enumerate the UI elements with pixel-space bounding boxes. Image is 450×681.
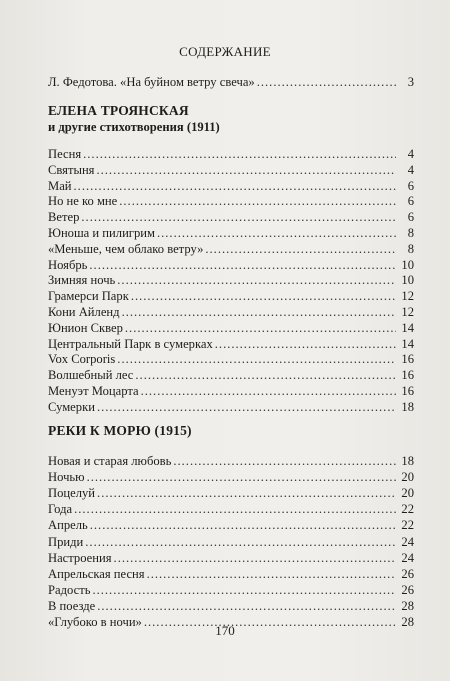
leader-dots [135, 368, 396, 383]
entry-title: В поезде [48, 598, 96, 613]
entry-page: 10 [401, 257, 414, 272]
toc-entry [48, 486, 414, 501]
toc-entry [48, 289, 414, 304]
entry-page: 18 [401, 454, 414, 468]
entry-page: 6 [407, 210, 414, 225]
entry-title: Святыня [48, 162, 95, 177]
toc-entry [48, 305, 414, 320]
leader-dots [157, 226, 396, 241]
toc-entry [48, 502, 414, 517]
toc-entry [48, 400, 414, 415]
leader-dots [122, 305, 396, 320]
toc-entry [48, 470, 414, 485]
entry-page: 4 [407, 147, 414, 161]
toc-entry [48, 147, 414, 162]
leader-dots [87, 470, 396, 485]
entry-page: 16 [401, 352, 414, 367]
leader-dots [205, 242, 396, 257]
leader-dots [131, 289, 396, 304]
toc-entry [48, 337, 414, 352]
toc-entry [48, 226, 414, 241]
toc-entry [48, 567, 414, 582]
entry-title: Кони Айленд [48, 305, 120, 319]
entry-title: Но не ко мне [48, 194, 118, 209]
leader-dots [119, 194, 396, 209]
leader-dots [74, 179, 396, 194]
toc-entry [48, 551, 414, 566]
entry-page: 10 [401, 273, 414, 288]
entry-page: 6 [407, 178, 414, 193]
toc-entry [48, 518, 414, 533]
toc-entry [48, 368, 414, 383]
entry-title: Центральный Парк в сумерках [48, 336, 213, 351]
toc-entry [48, 599, 414, 614]
toc-entry [48, 583, 414, 598]
leader-dots [90, 518, 396, 533]
leader-dots [96, 163, 396, 178]
entry-title: Апрельская песня [48, 566, 145, 581]
entry-page: 26 [401, 566, 414, 581]
entry-title: Ноябрь [48, 257, 88, 272]
entry-title: Зимняя ночь [48, 273, 116, 288]
leader-dots [83, 147, 396, 162]
toc-entry [48, 273, 414, 288]
entry-page: 12 [401, 289, 414, 304]
section-heading: РЕКИ К МОРЮ (1915) [48, 423, 192, 438]
entry-page: 14 [401, 320, 414, 335]
toc-entry [48, 242, 414, 257]
entry-page: 18 [401, 399, 414, 414]
entry-title: Новая и старая любовь [48, 454, 172, 468]
section-subheading: и другие стихотворения (1911) [48, 120, 220, 134]
leader-dots [117, 273, 396, 288]
leader-dots [97, 486, 396, 501]
entry-page: 20 [401, 486, 414, 501]
entry-page: 22 [401, 518, 414, 533]
leader-dots [117, 352, 396, 367]
entry-title: Л. Федотова. «На буйном ветру свеча» [48, 75, 255, 89]
entry-page: 14 [401, 336, 414, 351]
entry-page: 28 [401, 598, 414, 613]
leader-dots [97, 400, 396, 415]
entry-page: 26 [401, 582, 414, 597]
entry-title: Настроения [48, 550, 112, 565]
entry-title: Приди [48, 534, 84, 549]
entry-page: 24 [401, 550, 414, 565]
toc-entry [48, 194, 414, 209]
leader-dots [92, 583, 396, 598]
leader-dots [257, 75, 396, 90]
toc-entry [48, 179, 414, 194]
entry-page: 24 [401, 534, 414, 549]
entry-title: Года [48, 502, 73, 517]
toc-entry [48, 163, 414, 178]
entry-title: Юнион Сквер [48, 320, 123, 335]
page-number: 170 [215, 623, 235, 638]
leader-dots [141, 384, 396, 399]
entry-page: 8 [407, 226, 414, 240]
entry-title: Юноша и пилигрим [48, 226, 155, 240]
entry-page: 6 [407, 194, 414, 209]
toc-entry [48, 258, 414, 273]
leader-dots [85, 535, 396, 550]
leader-dots [81, 210, 396, 225]
leader-dots [147, 567, 396, 582]
leader-dots [173, 454, 396, 469]
leader-dots [125, 321, 396, 336]
leader-dots [74, 502, 396, 517]
entry-title: Vox Corporis [48, 352, 116, 367]
entry-title: Ночью [48, 470, 85, 485]
entry-title: Апрель [48, 518, 88, 533]
toc-entry [48, 210, 414, 225]
toc-entry [48, 352, 414, 367]
leader-dots [114, 551, 396, 566]
entry-page: 16 [401, 368, 414, 383]
entry-title: Май [48, 178, 72, 193]
entry-page: 16 [401, 384, 414, 398]
section-heading: ЕЛЕНА ТРОЯНСКАЯ [48, 103, 189, 118]
entry-title: Песня [48, 147, 82, 161]
entry-page: 12 [401, 305, 414, 319]
toc-entry [48, 535, 414, 550]
entry-title: Менуэт Моцарта [48, 384, 139, 398]
entry-title: Грамерси Парк [48, 289, 129, 304]
entry-title: Волшебный лес [48, 368, 134, 383]
leader-dots [97, 599, 396, 614]
entry-page: 3 [407, 75, 414, 89]
entry-title: Радость [48, 582, 91, 597]
entry-page: 28 [401, 615, 414, 629]
entry-page: 22 [401, 502, 414, 517]
leader-dots [89, 258, 396, 273]
entry-title: Сумерки [48, 399, 95, 414]
toc-entry [48, 454, 414, 469]
entry-page: 4 [407, 162, 414, 177]
toc-title: СОДЕРЖАНИЕ [179, 44, 271, 59]
leader-dots [215, 337, 396, 352]
toc-entry [48, 321, 414, 336]
toc-entry [48, 384, 414, 399]
entry-title: Ветер [48, 210, 80, 225]
entry-title: «Меньше, чем облако ветру» [48, 241, 204, 256]
entry-page: 20 [401, 470, 414, 485]
entry-page: 8 [407, 241, 414, 256]
toc-entry-intro [48, 75, 414, 90]
entry-title: «Глубоко в ночи» [48, 615, 142, 629]
entry-title: Поцелуй [48, 486, 96, 501]
